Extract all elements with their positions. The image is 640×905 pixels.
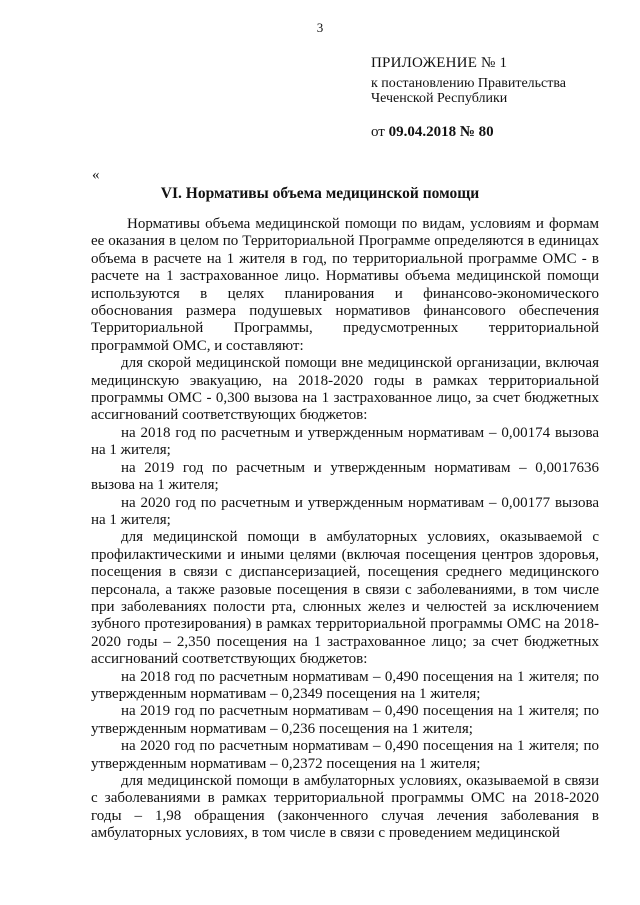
resolution-number: № 80 xyxy=(456,124,494,140)
opening-quote: « xyxy=(92,167,100,183)
paragraph: на 2018 год по расчетным и утвержденным нормативам – 0,00174 вызова на 1 жителя; xyxy=(91,424,599,459)
paragraph: на 2018 год по расчетным нормативам – 0,490 посещения на 1 жителя; по утвержденным нормативам – 0,2349 посещения на 1 жителя; xyxy=(91,668,599,702)
section-title: VI. Нормативы объема медицинской помощи xyxy=(160,185,480,202)
date-prefix: от xyxy=(371,124,389,140)
paragraph: на 2020 год по расчетным и утвержденным нормативам – 0,00177 вызова на 1 жителя; xyxy=(91,494,599,528)
paragraph: на 2019 год по расчетным и утвержденным нормативам – 0,0017636 вызова на 1 жителя; xyxy=(91,459,599,494)
paragraph: для скорой медицинской помощи вне медицинской организации, включая медицинскую эвакуацию, на 2018-2020 годы в рамках территориальной программы ОМС - 0,300 вызова на 1 застрахованное лицо, за счет бюджетных ассигнований соответствующих бюджетов: xyxy=(91,355,599,424)
appendix-line-2: Чеченской Республики xyxy=(371,91,508,106)
resolution-date: 09.04.2018 xyxy=(388,124,457,140)
body-text xyxy=(91,216,599,843)
appendix-header xyxy=(371,56,566,140)
paragraph: для медицинской помощи в амбулаторных условиях, оказываемой в связи с заболеваниями в рамках территориальной программы ОМС на 2018-2020 годы – 1,98 обращения (законченного случая лечения заболевания в амбулаторных условиях, в том числе в связи с проведением медицинской xyxy=(91,773,599,842)
page-number: 3 xyxy=(316,20,324,35)
paragraph: на 2020 год по расчетным нормативам – 0,490 посещения на 1 жителя; по утвержденным нормативам – 0,2372 посещения на 1 жителя; xyxy=(91,738,599,772)
appendix-line-1: к постановлению Правительства xyxy=(371,76,567,91)
paragraph: на 2019 год по расчетным нормативам – 0,490 посещения на 1 жителя; по утвержденным нормативам – 0,236 посещения на 1 жителя; xyxy=(91,703,599,737)
paragraph: Нормативы объема медицинской помощи по видам, условиям и формам ее оказания в целом по Территориальной Программе определяются в единицах объема в расчете на 1 жителя в год, по территориальной программе ОМС - в расчете на 1 застрахованное лицо. Нормативы объема медицинской помощи используются в целях планирования и финансово-экономического обоснования размера подушевых нормативов финансового обеспечения Территориальной Программы, предусмотренных территориальной программой ОМС, и составляют: xyxy=(91,216,599,354)
appendix-title: ПРИЛОЖЕНИЕ № 1 xyxy=(371,55,508,71)
paragraph: для медицинской помощи в амбулаторных условиях, оказываемой с профилактическими и иными целями (включая посещения центров здоровья, посещения в связи с диспансеризацией, посещения среднего медицинского персонала, а также разовые посещения в связи с заболеваниями, в том числе при заболеваниях полости рта, слюнных желез и челюстей за исключением зубного протезирования) в рамках территориальной программы ОМС на 2018-2020 годы – 2,350 посещения на 1 застрахованное лицо; за счет бюджетных ассигнований соответствующих бюджетов: xyxy=(91,529,599,668)
appendix-date-line xyxy=(371,125,566,140)
